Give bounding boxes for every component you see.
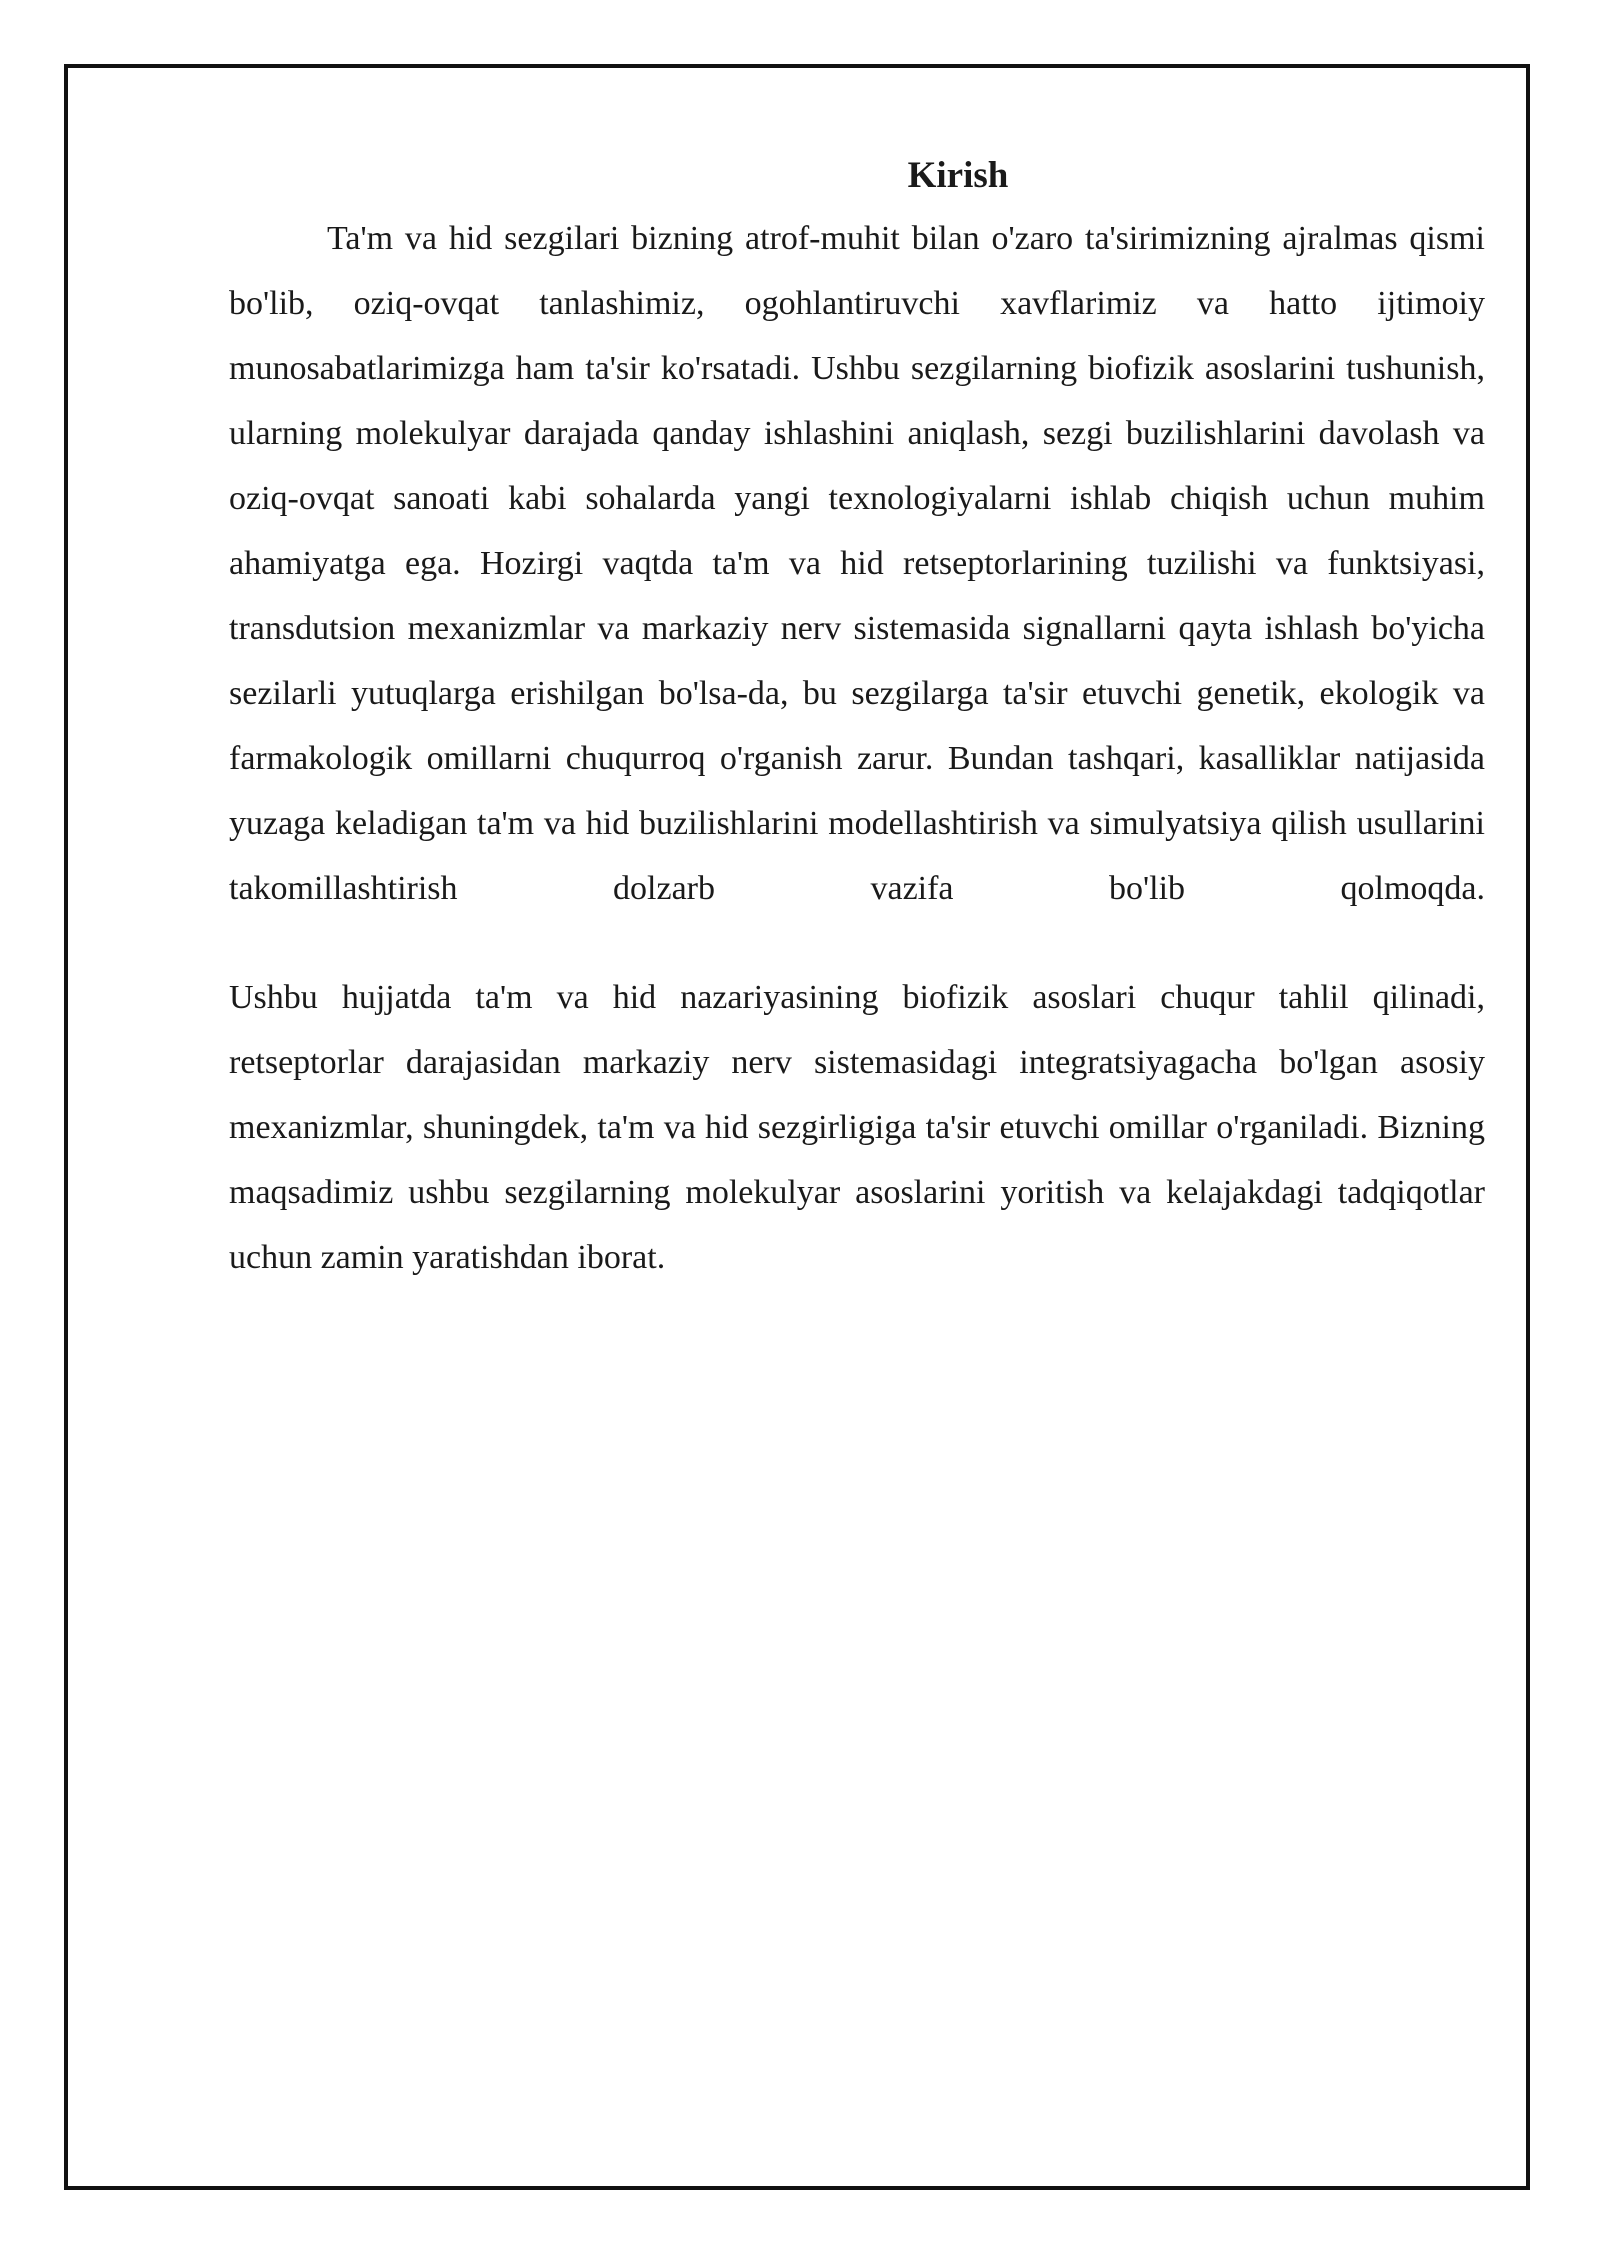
document-body — [229, 146, 1485, 1290]
paragraph-purpose: Ushbu hujjatda ta'm va hid nazariyasining biofizik asoslari chuqur tahlil qilinadi, retseptorlar darajasidan markaziy nerv sistemasidagi integratsiyagacha bo'lgan asosiy mexanizmlar, shuningdek, ta'm va hid sezgirligiga ta'sir etuvchi omillar o'rganiladi. Bizning maqsadimiz ushbu sezgilarning molekulyar asoslarini yoritish va kelajakdagi tadqiqotlar uchun zamin yaratishdan iborat. — [229, 979, 1485, 1276]
section-title: Kirish — [907, 155, 1009, 196]
paragraph-spacer — [229, 921, 1485, 965]
paragraph-intro: Ta'm va hid sezgilari bizning atrof-muhit bilan o'zaro ta'sirimizning ajralmas qismi bo'lib, oziq-ovqat tanlashimiz, ogohlantiruvchi xavflarimiz va hatto ijtimoiy munosabatlarimizga ham ta'sir ko'rsatadi. Ushbu sezgilarning biofizik asoslarini tushunish, ularning molekulyar darajada qanday ishlashini aniqlash, sezgi buzilishlarini davolash va oziq-ovqat sanoati kabi sohalarda yangi texnologiyalarni ishlab chiqish uchun muhim ahamiyatga ega. Hozirgi vaqtda ta'm va hid retseptorlarining tuzilishi va funktsiyasi, transdutsion mexanizmlar va markaziy nerv sistemasida signallarni qayta ishlash bo'yicha sezilarli yutuqlarga erishilgan bo'lsa-da, bu sezgilarga ta'sir etuvchi genetik, ekologik va farmakologik omillarni chuqurroq o'rganish zarur. Bundan tashqari, kasalliklar natijasida yuzaga keladigan ta'm va hid buzilishlarini modellashtirish va simulyatsiya qilish usullarini takomillashtirish dolzarb vazifa bo'lib qolmoqda. — [229, 220, 1485, 907]
